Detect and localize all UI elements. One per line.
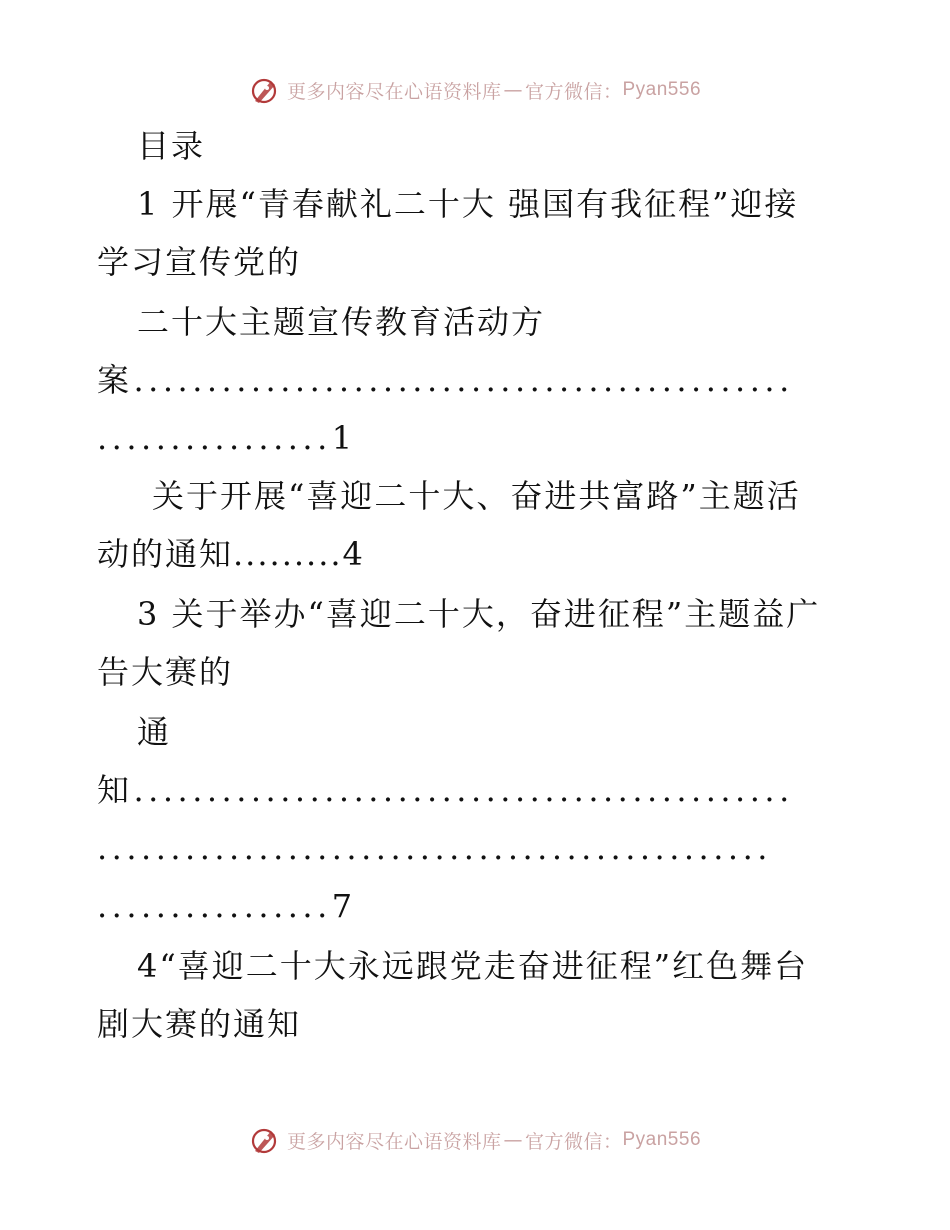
toc-line: ................7 xyxy=(97,887,357,925)
toc-heading: 目录 xyxy=(137,127,206,165)
toc-line: 知............................................. xyxy=(97,771,794,809)
toc-line: 通 xyxy=(137,713,172,751)
pen-nib-logo-icon xyxy=(249,1125,279,1155)
toc-line: 1 开展“青春献礼二十大 强国有我征程”迎接 xyxy=(137,185,799,223)
toc-line: 3 关于举办“喜迎二十大，奋进征程”主题益广 xyxy=(137,595,821,633)
banner-dash: — xyxy=(503,1129,523,1151)
banner-dash: — xyxy=(503,79,523,101)
toc-line: 案............................................. xyxy=(97,361,794,399)
banner-text: 更多内容尽在心语资料库 xyxy=(286,1130,502,1153)
toc-line: 关于开展“喜迎二十大、奋进共富路”主题活 xyxy=(152,477,801,515)
toc-line: 剧大赛的通知 xyxy=(97,1005,302,1043)
toc-line: 学习宣传党的 xyxy=(97,243,302,281)
toc-line: ................1 xyxy=(97,419,357,457)
header-banner xyxy=(0,70,950,110)
toc-line: 动的通知.........4 xyxy=(97,535,365,573)
banner-wechat-label: 官方微信： xyxy=(524,80,623,103)
banner-text: 更多内容尽在心语资料库 xyxy=(286,80,502,103)
footer-banner xyxy=(0,1120,950,1160)
pen-nib-logo-icon xyxy=(249,75,279,105)
toc-line: .............................................. xyxy=(97,829,772,867)
toc-line: 告大赛的 xyxy=(97,653,234,691)
banner-wechat-id: Pyan556 xyxy=(622,1129,702,1150)
banner-wechat-label: 官方微信： xyxy=(524,1130,623,1153)
toc-line: 4“喜迎二十大永远跟党走奋进征程”红色舞台 xyxy=(137,947,809,985)
banner-wechat-id: Pyan556 xyxy=(622,79,702,100)
toc-line: 二十大主题宣传教育活动方 xyxy=(137,303,546,341)
